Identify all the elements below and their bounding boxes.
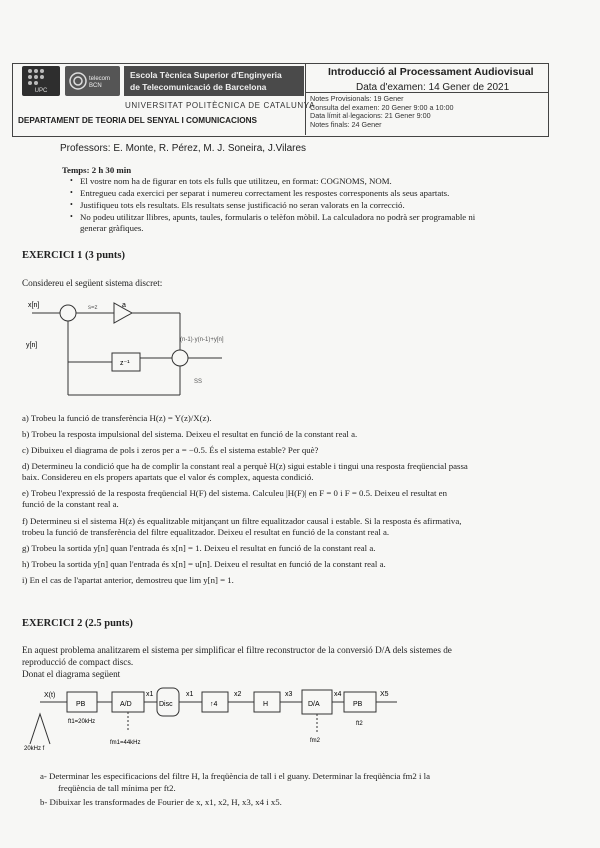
- header-divider: [305, 63, 306, 135]
- note-line: Consulta del examen: 20 Gener 9:00 a 10:00: [310, 102, 454, 112]
- upc-logo-text: UPC: [34, 88, 48, 94]
- signal-label: X5: [380, 691, 389, 698]
- diagram-label: 20kHz f: [24, 746, 45, 752]
- instruction-text: Justifiqueu tots els resultats. Els resultats sense justificació no seran valorats en la correcció.: [80, 200, 405, 210]
- instruction-text: No podeu utilitzar llibres, apunts, taules, formularis o telèfon mòbil. La calculadora no podrà ser programable ni: [80, 212, 476, 222]
- course-title: Introducció al Processament Audiovisual: [328, 66, 534, 78]
- note-line: Notes Provisionals: 19 Gener: [310, 94, 404, 103]
- professors: Professors: E. Monte, R. Pérez, M. J. Soneira, J.Vilares: [60, 143, 307, 154]
- exam-time: Temps: 2 h 30 min: [62, 165, 132, 175]
- task: freqüència de tall mínima per ft2.: [58, 783, 176, 793]
- upc-logo: [22, 66, 60, 96]
- handwritten-note: SS: [194, 379, 203, 385]
- question: trobeu la funció de transferència del filtre equalitzador. Deixeu el resultat en funció de la constant real a.: [22, 527, 390, 537]
- block-label: PB: [353, 701, 363, 708]
- question: i) En el cas de l'apartat anterior, demostreu que lim y[n] = 1.: [22, 575, 234, 585]
- signal-label: x2: [234, 691, 242, 698]
- handwritten-note: s=z: [88, 305, 98, 311]
- exercise-2-title: EXERCICI 2 (2.5 punts): [22, 618, 133, 629]
- exercise-1-title: EXERCICI 1 (3 punts): [22, 250, 125, 261]
- block-label: H: [263, 701, 269, 708]
- note-line: Data límit al·legacions: 21 Gener 9:00: [310, 111, 431, 120]
- dac-block-diagram: [22, 682, 402, 752]
- department-name: DEPARTAMENT DE TEORIA DEL SENYAL I COMUNICACIONS: [18, 116, 257, 125]
- gain-label: a: [122, 302, 126, 309]
- telecom-logo-text: telecom BCN: [89, 76, 111, 89]
- school-line1: Escola Tècnica Superior d'Enginyeria: [130, 70, 282, 80]
- diagram-label: ft1=20kHz: [68, 719, 96, 725]
- signal-label: x1: [146, 691, 154, 698]
- diagram-label: fm2: [310, 738, 321, 744]
- question: a) Trobeu la funció de transferència H(z) = Y(z)/X(z).: [22, 413, 212, 423]
- instruction-item: • No podeu utilitzar llibres, apunts, taules, formularis o telèfon mòbil. La calculadora no podrà ser programable ni: [70, 212, 476, 222]
- school-line2: de Telecomunicació de Barcelona: [130, 82, 267, 92]
- signal-label: x1: [186, 691, 194, 698]
- delay-label: z⁻¹: [120, 360, 130, 367]
- handwritten-note: (n-1)·y(n-1)+y[n]: [180, 337, 224, 343]
- instruction-item: • Entregueu cada exercici per separat i numereu correctament les respostes corresponents als seus apartats.: [70, 188, 450, 198]
- exercise-2-intro: Donat el diagrama següent: [22, 669, 121, 679]
- university-name: UNIVERSITAT POLITÈCNICA DE CATALUNYA: [125, 101, 316, 110]
- question: f) Determineu si el sistema H(z) és equalitzable mitjançant un filtre equalitzador causal i estable. Si la resposta és afirmativa,: [22, 516, 462, 526]
- question: b) Trobeu la resposta impulsional del sistema. Deixeu el resultat en funció de la constant real a.: [22, 429, 358, 439]
- question: baix. Considereu en els propers apartats que el valor és complex, aquesta condició.: [22, 472, 314, 482]
- task: b- Dibuixar les transformades de Fourier de x, x1, x2, H, x3, x4 i x5.: [40, 797, 282, 807]
- exercise-2-intro: reproducció de compact discs.: [22, 657, 134, 667]
- input-label: x[n]: [28, 302, 40, 309]
- block-label: A/D: [120, 701, 132, 708]
- question: h) Trobeu la sortida y[n] quan l'entrada és x[n] = u[n]. Deixeu el resultat en funció de la constant real a.: [22, 559, 386, 569]
- instruction-item: • Justifiqueu tots els resultats. Els resultats sense justificació no seran valorats en la correcció.: [70, 200, 405, 210]
- instruction-text: generar gràfiques.: [80, 223, 144, 233]
- diagram-label: fm1=44kHz: [110, 740, 141, 746]
- signal-label: x4: [334, 691, 342, 698]
- question: e) Trobeu l'expressió de la resposta freqüencial H(F) del sistema. Calculeu |H(F)| en F = 0 i F = 0.5. Deixeu el resultat en: [22, 488, 447, 498]
- question: c) Dibuixeu el diagrama de pols i zeros per a = −0.5. És el sistema estable? Per què?: [22, 445, 319, 455]
- question: d) Determineu la condició que ha de complir la constant real a perquè H(z) sigui estable i tingui una resposta freqüencial passa: [22, 461, 468, 471]
- signal-label: x3: [285, 691, 293, 698]
- note-line: Notes finals: 24 Gener: [310, 119, 382, 129]
- block-label: ↑4: [210, 701, 218, 708]
- instruction-item: • El vostre nom ha de figurar en tots els fulls que utilitzeu, en format: COGNOMS, NOM.: [70, 176, 392, 186]
- exercise-2-intro: En aquest problema analitzarem el sistema per simplificar el filtre reconstructor de la conversió D/A dels sistemes de: [22, 645, 452, 655]
- diagram-label: ft2: [356, 721, 363, 727]
- exam-date: Data d'examen: 14 Gener de 2021: [356, 82, 510, 93]
- system-diagram: [22, 295, 232, 405]
- instruction-text: El vostre nom ha de figurar en tots els fulls que utilitzeu, en format: COGNOMS, NOM.: [80, 176, 392, 186]
- block-label: D/A: [308, 701, 320, 708]
- signal-label: X(t): [44, 692, 56, 699]
- instruction-text: Entregueu cada exercici per separat i numereu correctament les respostes corresponents als seus apartats.: [80, 188, 450, 198]
- school-name: [124, 66, 304, 96]
- question: g) Trobeu la sortida y[n] quan l'entrada és x[n] = 1. Deixeu el resultat en funció de la constant real a.: [22, 543, 376, 553]
- telecom-logo: [65, 66, 120, 96]
- exam-notes: [310, 95, 453, 129]
- block-label: PB: [76, 701, 86, 708]
- task: a- Determinar les especificacions del filtre H, la freqüència de tall i el guany. Determinar la freqüència fm2 i la: [40, 771, 430, 781]
- output-label: y[n]: [26, 342, 38, 349]
- block-label: Disc: [159, 701, 173, 708]
- question: funció de la constant real a.: [22, 499, 119, 509]
- exercise-1-intro: Considereu el següent sistema discret:: [22, 278, 163, 288]
